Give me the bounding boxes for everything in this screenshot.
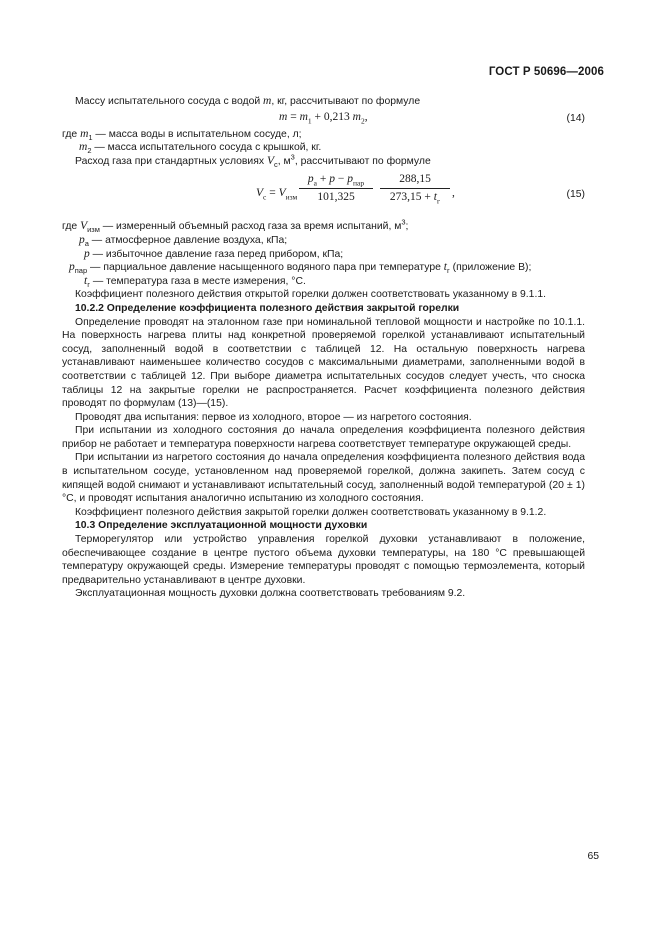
paragraph-hot-test: При испытании из нагретого состояния до начала определения коэффициента полезного действия вода в испытательном сосуде, установленном над проверяемой горелкой, должна закипеть. Затем сосуд с кипящей водой снимают и устанавливают испытательный сосуд, заполненный водой температурой (20 ± 1) °С, и проводят испытания аналогично испытанию из холодного состояния. [62, 452, 585, 505]
symbol-p: p [84, 247, 90, 260]
formula-text: = [266, 187, 279, 200]
formula-subscript: 2 [360, 115, 365, 125]
text-run: (приложение В); [449, 262, 532, 274]
formula-comma: , [452, 187, 455, 200]
subscript: с [273, 159, 278, 169]
text-run: — температура газа в месте измерения, °С. [89, 275, 306, 287]
paragraph-mass-intro [62, 95, 585, 109]
paragraph-oven-power: Эксплуатационная мощность духовки должна соответствовать требованиям 9.2. [75, 588, 466, 600]
text-run: — парциальное давление насыщенного водяного пара при температуре [87, 262, 444, 274]
superscript: 3 [401, 217, 406, 227]
symbol-vc: V [266, 154, 274, 167]
subscript: изм [87, 225, 100, 235]
formula-symbol: m [299, 110, 308, 123]
formula-symbol: V [256, 187, 264, 200]
formula-symbol: p [307, 173, 314, 186]
text-run: Массу испытательного сосуда с водой [75, 96, 261, 107]
formula-symbol: m [279, 110, 288, 123]
text-run: , м [277, 155, 291, 167]
page-content [62, 95, 585, 601]
definition-pa [62, 234, 585, 248]
paragraph-two-tests: Проводят два испытания: первое из холодного, второе — из нагретого состояния. [75, 411, 472, 423]
definition-ppar [62, 261, 585, 275]
definition-m1 [62, 128, 585, 142]
symbol-pa: p [79, 233, 85, 246]
text-run: — измеренный объемный расход газа за время испытаний, м [99, 221, 402, 233]
symbol-m2: m [79, 141, 88, 154]
symbol-m: m [263, 95, 272, 107]
page-number: 65 [587, 851, 599, 862]
fraction-temperature [380, 172, 450, 205]
formula-symbol: t [433, 191, 437, 204]
definition-p [62, 248, 585, 262]
formula-text: + 0,213 [311, 110, 353, 123]
formula-15 [62, 168, 585, 220]
formula-subscript: а [313, 178, 317, 188]
subscript: г [446, 266, 450, 276]
text-run: , кг, рассчитывают по формуле [271, 96, 421, 107]
formula-subscript: пар [353, 178, 365, 188]
formula-symbol: V [278, 187, 286, 200]
subscript: 1 [88, 132, 93, 142]
fraction-denominator [380, 189, 450, 205]
paragraph-closed-burner-procedure: Определение проводят на эталонном газе при номинальной тепловой мощности и настройке по 10.1.1. На поверхность нагрева плиты над конкретной проверяемой горелкой устанавливают испытательный сосуд, заполненный водой в соответствии с таблицей 12. На остальную поверхность нагрева устанавливают наименьшее количество сосудов с максимальными диаметрами, заполненными водой в соответствии с таблицей 12. При выборе диаметра испытательных сосудов следует учесть, что сноска таблицы 12 на закрытые горелки не распространяется. Расчет коэффициента полезного действия проводят по формулам (13)—(15). [62, 316, 585, 410]
formula-text: − [335, 173, 348, 186]
formula-text: + [317, 173, 330, 186]
paragraph-closed-burner-efficiency: Коэффициент полезного действия закрытой горелки должен соответствовать указанному в 9.1.2. [75, 506, 547, 518]
subscript: г [87, 279, 90, 289]
formula-symbol: m [352, 110, 361, 123]
subscript: пар [74, 266, 88, 276]
superscript: 3 [290, 152, 295, 162]
paragraph-oven-thermostat: Терморегулятор или устройство управления горелкой духовки устанавливают в положение, обеспечивающее создание в центре пустого объема духовки температуры, на 180 °С превышающей температуру окружающей среды. Измерение температуры проводят с помощью термоэлемента, который предварительно устанавливают в центре духовки. [62, 534, 585, 586]
paragraph-open-burner-efficiency: Коэффициент полезного действия открытой горелки должен соответствовать указанному в 9.1.1. [75, 289, 546, 301]
text-run: — масса испытательного сосуда с крышкой, кг. [91, 142, 322, 154]
formula-subscript: с [263, 192, 267, 202]
fraction-numerator: 288,15 [380, 172, 450, 189]
symbol-tg: t [443, 261, 447, 274]
formula-text: = [287, 110, 300, 123]
formula-symbol: p [347, 173, 353, 186]
equation-number-15: (15) [566, 189, 585, 201]
symbol-m1: m [80, 127, 89, 140]
formula-15-lhs [256, 187, 297, 201]
formula-subscript: изм [285, 192, 298, 202]
paragraph-cold-test: При испытании из холодного состояния до начала определения коэффициента полезного действия прибор не работает и температура поверхности нагрева соответствует температуре окружающей среды. [62, 425, 585, 450]
definition-v-izm [62, 217, 585, 235]
formula-14 [62, 109, 585, 128]
formula-subscript: г [437, 196, 441, 206]
formula-symbol: p [329, 173, 335, 186]
symbol-tg: t [84, 274, 88, 287]
text-run: , рассчитывают по формуле [294, 155, 431, 167]
definition-tg [62, 275, 585, 289]
section-heading-10-3: 10.3 Определение эксплуатационной мощности духовки [75, 520, 368, 532]
text-run: Расход газа при стандартных условиях [75, 155, 267, 167]
symbol-v-izm: V [80, 220, 88, 233]
formula-subscript: 1 [307, 115, 312, 125]
subscript: 2 [87, 146, 92, 156]
definition-m2 [62, 141, 585, 155]
section-heading-10-2-2: 10.2.2 Определение коэффициента полезного действия закрытой горелки [75, 302, 460, 314]
symbol-ppar: p [69, 261, 75, 274]
paragraph-gas-flow-intro [62, 152, 585, 169]
text-run: — избыточное давление газа перед прибором, кПа; [89, 248, 344, 260]
text-run: где [62, 128, 81, 140]
text-run: ; [405, 221, 409, 233]
fraction-pressure [299, 172, 373, 205]
text-run: — масса воды в испытательном сосуде, л; [92, 128, 302, 140]
text-run: где [62, 221, 81, 233]
equation-number-14: (14) [566, 112, 585, 124]
fraction-denominator: 101,325 [317, 191, 355, 204]
subscript: а [84, 239, 89, 249]
document-number-header: ГОСТ Р 50696—2006 [488, 66, 604, 78]
formula-14-expression [279, 111, 368, 125]
fraction-numerator [299, 172, 373, 189]
text-run: — атмосферное давление воздуха, кПа; [88, 234, 288, 246]
formula-text: , [364, 110, 368, 123]
formula-text: 273,15 + [389, 191, 434, 204]
